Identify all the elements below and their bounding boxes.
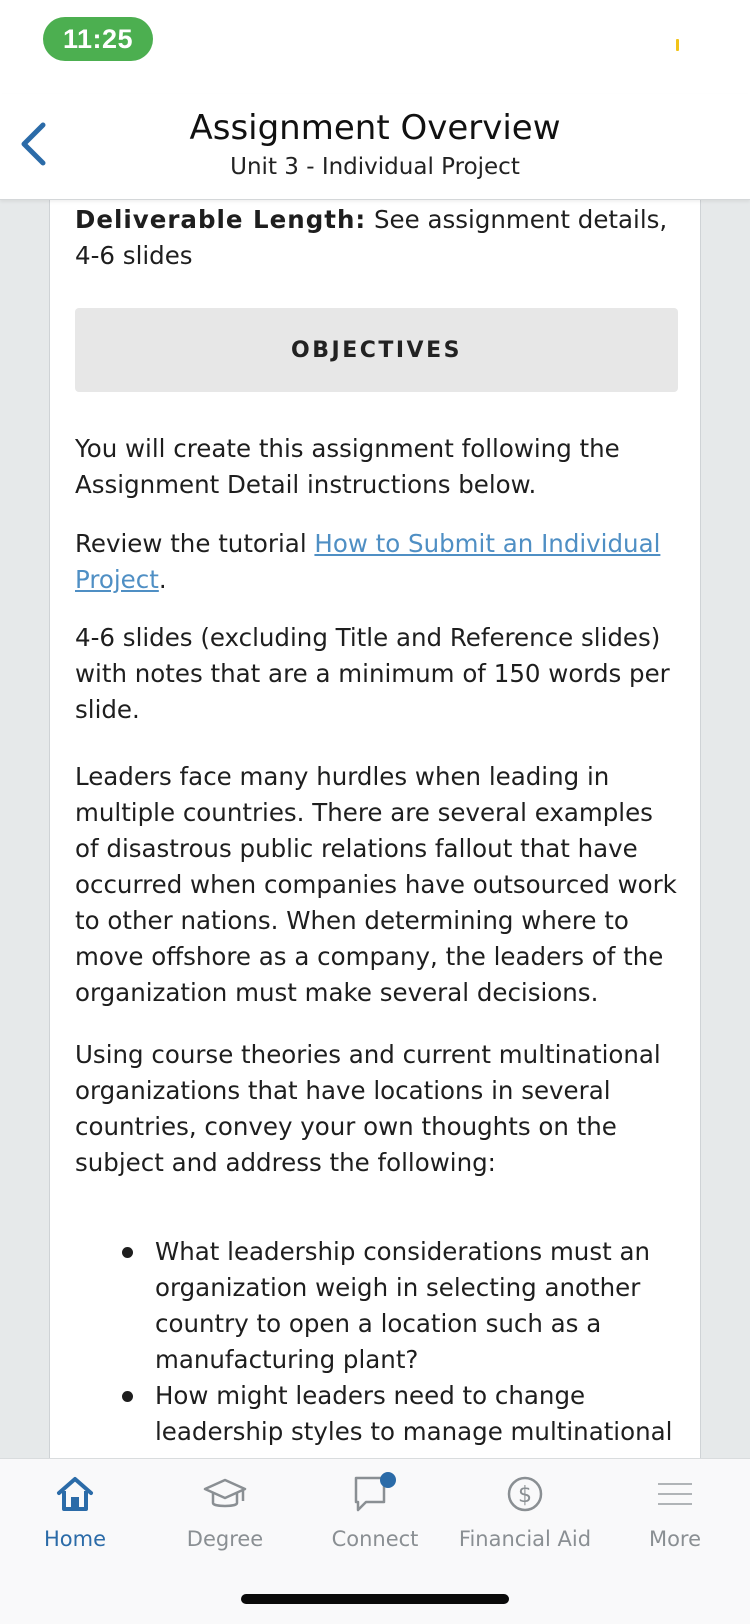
home-indicator[interactable] [241, 1594, 509, 1604]
list-item: What leadership considerations must an organization weigh in selecting another country to open a location such as a manufacturing plant? [75, 1234, 678, 1378]
graduation-cap-icon [195, 1469, 255, 1519]
instructions-paragraph: You will create this assignment following the Assignment Detail instructions below. [75, 434, 620, 499]
svg-text:$: $ [518, 1483, 532, 1508]
deliverable-length [75, 202, 678, 274]
tab-connect[interactable] [300, 1459, 450, 1569]
tab-degree[interactable] [150, 1459, 300, 1569]
tutorial-paragraph [75, 526, 678, 598]
tab-more[interactable] [600, 1459, 750, 1569]
leaders-paragraph: Leaders face many hurdles when leading in multiple countries. There are several examples of disastrous public relations fallout that have occurred when companies have outsourced work to other nations. When determining where to move offshore as a company, the leaders of the organization must make several decisions. [75, 762, 677, 1007]
tab-connect-label: Connect [331, 1527, 419, 1551]
slides-requirement-paragraph: 4-6 slides (excluding Title and Reference slides) with notes that are a minimum of 150 words per slide. [75, 623, 670, 724]
tutorial-prefix: Review the tutorial [75, 529, 315, 558]
tab-more-label: More [648, 1527, 702, 1551]
tab-financial-aid[interactable] [450, 1459, 600, 1569]
assignment-content-card [49, 200, 701, 1458]
dollar-icon [495, 1469, 555, 1519]
deliverable-length-label: Deliverable Length: [75, 205, 367, 234]
tutorial-suffix: . [158, 565, 167, 594]
list-item: How might leaders need to change leadership styles to manage multinational [75, 1378, 678, 1450]
tab-degree-label: Degree [186, 1527, 264, 1551]
status-bar [0, 0, 750, 94]
status-indicator-icon [676, 39, 679, 51]
tab-home[interactable] [0, 1459, 150, 1569]
questions-list [75, 1234, 678, 1450]
deliverable-length-value: See assignment details, 4-6 slides [75, 205, 668, 270]
tutorial-link[interactable]: How to Submit an Individual Project [75, 529, 661, 594]
status-time: 11:25 [43, 17, 153, 61]
page-title: Assignment Overview [189, 108, 561, 148]
objectives-label: OBJECTIVES [291, 337, 462, 363]
page-subtitle: Unit 3 - Individual Project [230, 154, 520, 180]
objectives-section-header [75, 308, 678, 392]
page-header [0, 94, 750, 200]
tab-home-label: Home [43, 1527, 106, 1551]
home-icon [45, 1469, 105, 1519]
course-theories-paragraph: Using course theories and current multinational organizations that have locations in several countries, convey your own thoughts on the subject and address the following: [75, 1040, 661, 1177]
tab-financial-aid-label: Financial Aid [458, 1527, 592, 1551]
chat-icon [345, 1469, 405, 1519]
menu-icon [645, 1469, 705, 1519]
